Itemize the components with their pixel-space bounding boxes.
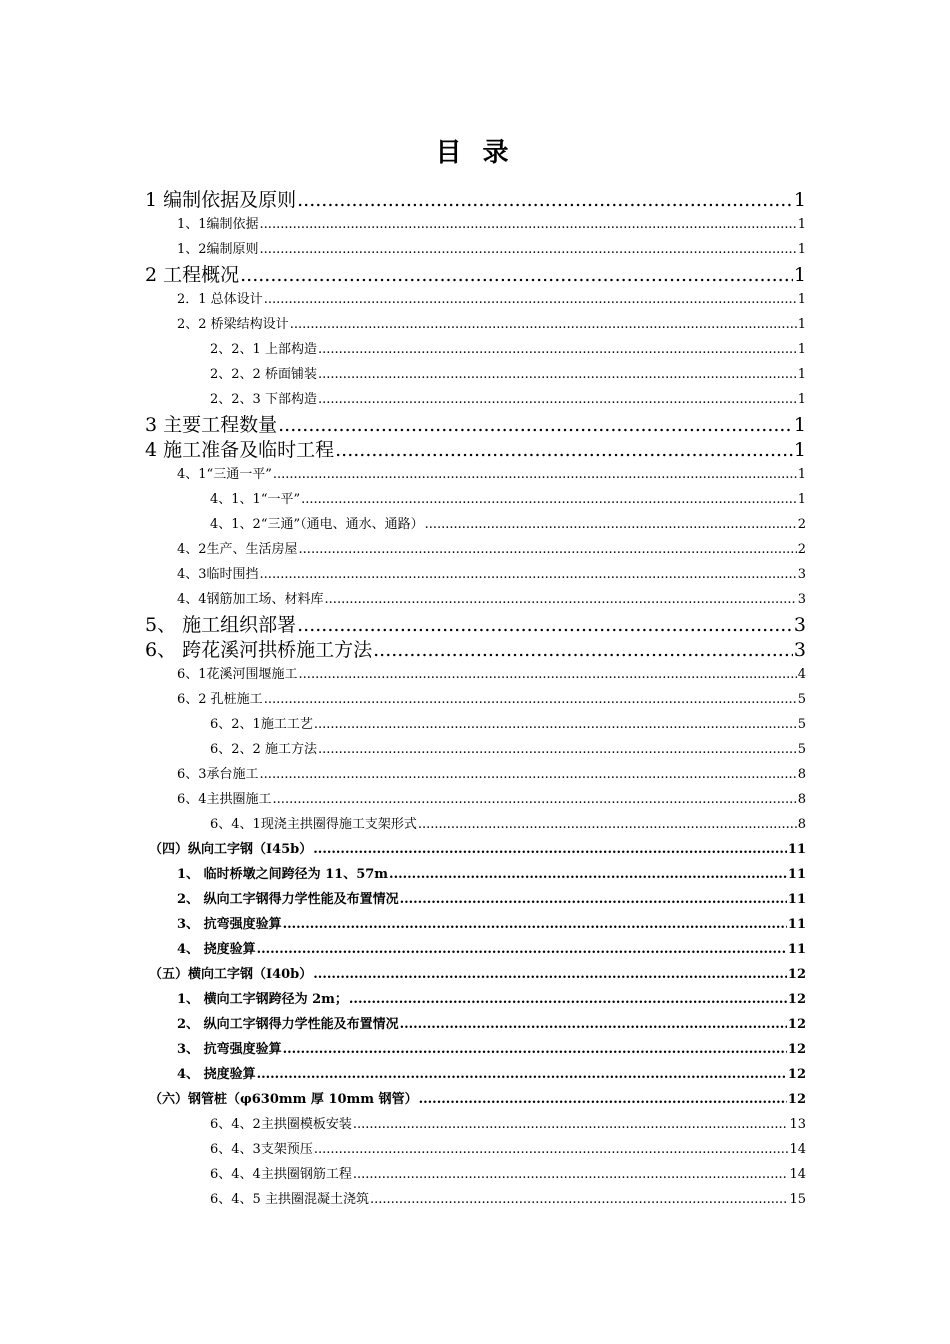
toc-page-number: 11: [787, 892, 806, 907]
toc-leader-dots: [318, 742, 797, 757]
toc-entry[interactable]: [145, 260, 806, 286]
toc-entry[interactable]: [210, 1188, 806, 1210]
toc-entry[interactable]: [177, 663, 806, 685]
toc-leader-dots: [283, 917, 787, 932]
toc-entry[interactable]: [177, 788, 806, 810]
toc-leader-dots: [335, 439, 793, 461]
toc-entry-label: （四）纵向工字钢（I45b）: [149, 842, 313, 857]
toc-leader-dots: [264, 692, 797, 707]
toc-page-number: 12: [787, 992, 806, 1007]
toc-entry-label: 6、4、3支架预压: [210, 1142, 313, 1157]
toc-page-number: 11: [787, 867, 806, 882]
toc-page-number: 1: [797, 467, 806, 482]
toc-entry-label: 3 主要工程数量: [145, 414, 278, 436]
toc-entry[interactable]: [177, 313, 806, 335]
toc-page-number: 8: [797, 767, 806, 782]
toc-leader-dots: [419, 1092, 787, 1107]
toc-leader-dots: [257, 1067, 787, 1082]
toc-entry-label: 6、4、5 主拱圈混凝土浇筑: [210, 1192, 369, 1207]
toc-entry[interactable]: [210, 713, 806, 735]
toc-entry-label: 2 工程概况: [145, 264, 240, 286]
toc-page-number: 1: [797, 317, 806, 332]
toc-entry[interactable]: [210, 338, 806, 360]
toc-leader-dots: [314, 717, 797, 732]
toc-page-number: 12: [787, 1042, 806, 1057]
toc-entry[interactable]: [149, 838, 806, 860]
toc-entry-label: 2、2 桥梁结构设计: [177, 317, 289, 332]
toc-entry[interactable]: [149, 963, 806, 985]
toc-entry-label: 4、4钢筋加工场、材料库: [177, 592, 324, 607]
toc-page-number: 3: [797, 567, 806, 582]
toc-page-number: 11: [787, 917, 806, 932]
toc-entry-label: 2、 纵向工字钢得力学性能及布置情况: [177, 1017, 399, 1032]
toc-entry-label: 6、2、2 施工方法: [210, 742, 317, 757]
toc-page-number: 12: [787, 1092, 806, 1107]
toc-entry[interactable]: [210, 1163, 806, 1185]
toc-entry[interactable]: [177, 863, 806, 885]
toc-page-number: 14: [789, 1142, 806, 1157]
toc-entry[interactable]: [177, 763, 806, 785]
toc-entry-label: 1、 横向工字钢跨径为 2m；: [177, 992, 348, 1007]
toc-page-number: 3: [797, 592, 806, 607]
toc-leader-dots: [260, 767, 797, 782]
toc-entry-label: 4、1、1“一平”: [210, 492, 301, 507]
toc-entry[interactable]: [149, 1088, 806, 1110]
toc-leader-dots: [297, 614, 793, 636]
toc-leader-dots: [299, 542, 797, 557]
toc-entry-label: 4 施工准备及临时工程: [145, 439, 335, 461]
toc-entry[interactable]: [210, 1113, 806, 1135]
toc-page-number: 1: [793, 189, 806, 211]
toc-page-number: 5: [797, 742, 806, 757]
toc-leader-dots: [400, 892, 787, 907]
toc-entry[interactable]: [210, 1138, 806, 1160]
toc-entry[interactable]: [145, 635, 806, 661]
toc-page-number: 8: [797, 792, 806, 807]
toc-entry[interactable]: [177, 563, 806, 585]
toc-entry[interactable]: [210, 738, 806, 760]
toc-entry-label: 2．1 总体设计: [177, 292, 263, 307]
toc-leader-dots: [425, 517, 797, 532]
toc-entry-label: 1、2编制原则: [177, 242, 259, 257]
toc-page-number: 1: [797, 367, 806, 382]
toc-leader-dots: [299, 667, 797, 682]
toc-entry[interactable]: [177, 688, 806, 710]
toc-entry-label: 4、2生产、生活房屋: [177, 542, 298, 557]
toc-page-number: 1: [797, 292, 806, 307]
toc-entry-label: 6、3承台施工: [177, 767, 259, 782]
toc-leader-dots: [257, 942, 787, 957]
toc-leader-dots: [418, 817, 797, 832]
toc-leader-dots: [301, 492, 797, 507]
toc-entry-label: 4、 挠度验算: [177, 1067, 256, 1082]
toc-page-number: 13: [789, 1117, 806, 1132]
toc-entry-label: 6、4、1现浇主拱圈得施工支架形式: [210, 817, 417, 832]
toc-page-number: 15: [789, 1192, 806, 1207]
toc-entry-label: 2、 纵向工字钢得力学性能及布置情况: [177, 892, 399, 907]
toc-entry[interactable]: [177, 288, 806, 310]
toc-leader-dots: [318, 392, 797, 407]
toc-entry[interactable]: [210, 388, 806, 410]
toc-leader-dots: [260, 217, 797, 232]
toc-entry-label: 4、 挠度验算: [177, 942, 256, 957]
toc-page-number: 12: [787, 1017, 806, 1032]
toc-entry-label: 5、 施工组织部署: [145, 614, 297, 636]
toc-entry-label: 2、2、3 下部构造: [210, 392, 317, 407]
toc-entry[interactable]: [177, 938, 806, 960]
toc-page-number: 2: [797, 542, 806, 557]
toc-leader-dots: [400, 1017, 787, 1032]
toc-entry-label: 6、4、4主拱圈钢筋工程: [210, 1167, 352, 1182]
toc-entry[interactable]: [177, 1013, 806, 1035]
toc-leader-dots: [240, 264, 793, 286]
toc-page-number: 12: [787, 1067, 806, 1082]
toc-page-number: 1: [797, 342, 806, 357]
toc-leader-dots: [260, 242, 797, 257]
toc-entry-label: （五）横向工字钢（I40b）: [149, 967, 313, 982]
toc-entry[interactable]: [210, 513, 806, 535]
toc-entry-label: 4、3临时围挡: [177, 567, 259, 582]
toc-entry-label: 3、 抗弯强度验算: [177, 917, 282, 932]
toc-entry[interactable]: [177, 463, 806, 485]
toc-leader-dots: [273, 792, 797, 807]
toc-page-number: 2: [797, 517, 806, 532]
toc-leader-dots: [273, 467, 797, 482]
toc-page-number: 11: [787, 942, 806, 957]
toc-entry-label: 1、1编制依据: [177, 217, 259, 232]
toc-leader-dots: [283, 1042, 787, 1057]
toc-entry-label: 6、4、2主拱圈模板安装: [210, 1117, 352, 1132]
toc-entry[interactable]: [177, 213, 806, 235]
toc-entry[interactable]: [145, 610, 806, 636]
toc-page-number: 3: [793, 639, 806, 661]
toc-leader-dots: [290, 317, 797, 332]
toc-page-number: 5: [797, 692, 806, 707]
toc-leader-dots: [318, 342, 797, 357]
toc-entry[interactable]: [177, 888, 806, 910]
toc-entry[interactable]: [210, 363, 806, 385]
toc-leader-dots: [370, 1192, 789, 1207]
toc-leader-dots: [313, 967, 787, 982]
toc-leader-dots: [389, 867, 787, 882]
toc-leader-dots: [353, 1167, 789, 1182]
toc-page-number: 1: [797, 242, 806, 257]
toc-entry-label: 4、1、2“三通”（通电、通水、通路）: [210, 517, 424, 532]
toc-entry-label: （六）钢管桩（φ630mm 厚 10mm 钢管）: [149, 1092, 418, 1107]
toc-leader-dots: [349, 992, 787, 1007]
toc-entry[interactable]: [177, 1038, 806, 1060]
toc-leader-dots: [325, 592, 797, 607]
toc-leader-dots: [313, 842, 787, 857]
toc-entry[interactable]: [177, 538, 806, 560]
toc-leader-dots: [353, 1117, 789, 1132]
toc-entry[interactable]: [145, 185, 806, 211]
toc-entry[interactable]: [210, 488, 806, 510]
toc-page-number: 1: [793, 439, 806, 461]
toc-entry-label: 6、2、1施工工艺: [210, 717, 313, 732]
toc-page-number: 3: [793, 614, 806, 636]
toc-leader-dots: [373, 639, 793, 661]
toc-page-number: 12: [787, 967, 806, 982]
toc-leader-dots: [314, 1142, 789, 1157]
toc-page-number: 14: [789, 1167, 806, 1182]
toc-entry[interactable]: [145, 410, 806, 436]
toc-entry-label: 3、 抗弯强度验算: [177, 1042, 282, 1057]
toc-entry-label: 4、1“三通一平”: [177, 467, 272, 482]
toc-leader-dots: [264, 292, 797, 307]
toc-page-number: 1: [797, 217, 806, 232]
toc-page-number: 5: [797, 717, 806, 732]
toc-leader-dots: [297, 189, 793, 211]
toc-entry[interactable]: [177, 988, 806, 1010]
toc-leader-dots: [260, 567, 797, 582]
toc-entry[interactable]: [177, 238, 806, 260]
toc-entry[interactable]: [145, 435, 806, 461]
toc-page-number: 1: [797, 492, 806, 507]
toc-page-number: 11: [787, 842, 806, 857]
toc-entry-label: 6、4主拱圈施工: [177, 792, 272, 807]
toc-page-number: 4: [797, 667, 806, 682]
toc-entry-label: 2、2、2 桥面铺装: [210, 367, 317, 382]
toc-page-number: 8: [797, 817, 806, 832]
toc-entry[interactable]: [210, 813, 806, 835]
toc-page-number: 1: [793, 414, 806, 436]
toc-entry-label: 6、 跨花溪河拱桥施工方法: [145, 639, 373, 661]
toc-entry[interactable]: [177, 588, 806, 610]
toc-title: 目 录: [435, 138, 515, 168]
toc-leader-dots: [278, 414, 793, 436]
toc-page-number: 1: [797, 392, 806, 407]
toc-entry-label: 1、 临时桥墩之间跨径为 11、57m: [177, 867, 389, 882]
toc-page-number: 1: [793, 264, 806, 286]
toc-entry-label: 2、2、1 上部构造: [210, 342, 317, 357]
toc-leader-dots: [318, 367, 797, 382]
toc-entry[interactable]: [177, 913, 806, 935]
toc-entry-label: 6、1花溪河围堰施工: [177, 667, 298, 682]
toc-entry-label: 6、2 孔桩施工: [177, 692, 263, 707]
toc-entry-label: 1 编制依据及原则: [145, 189, 297, 211]
toc-entry[interactable]: [177, 1063, 806, 1085]
